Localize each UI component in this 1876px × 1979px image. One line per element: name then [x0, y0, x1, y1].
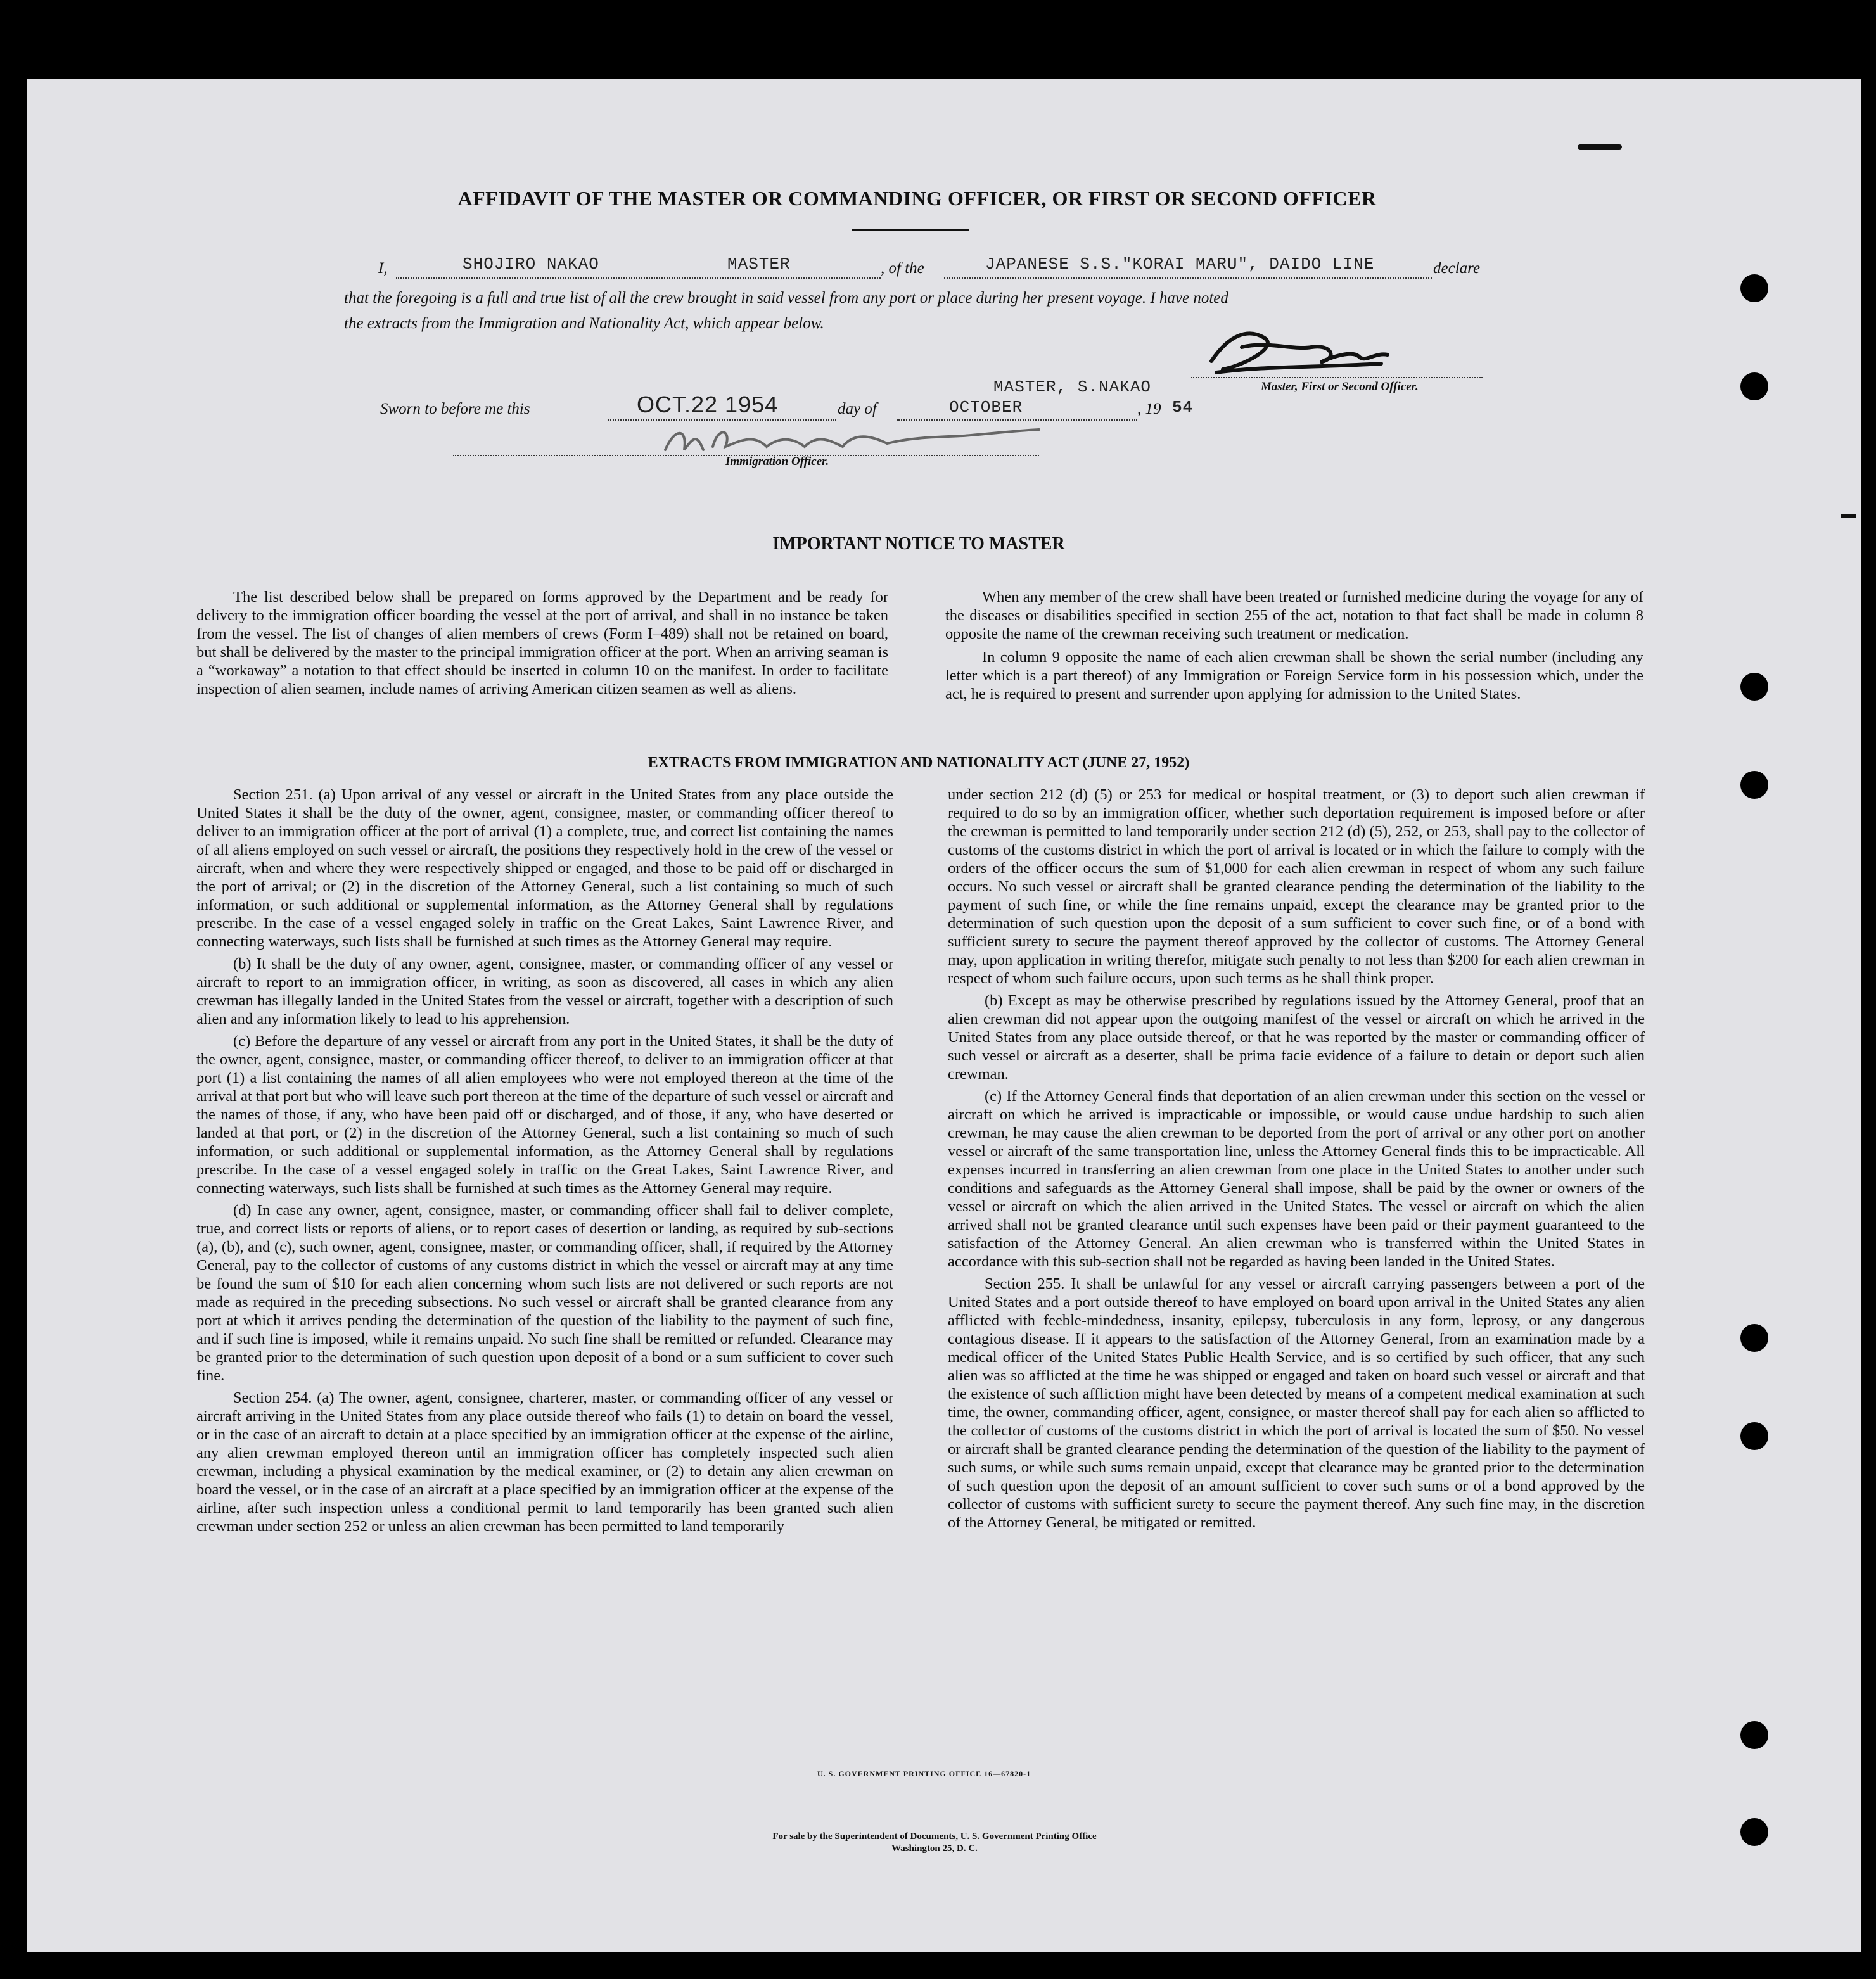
punch-hole: [1740, 1324, 1768, 1352]
notice-heading: IMPORTANT NOTICE TO MASTER: [772, 534, 1065, 554]
sworn-label: Sworn to before me this: [380, 400, 530, 417]
notice-paragraph: In column 9 opposite the name of each alien crewman shall be shown the serial number (including any letter which is a part thereof) of any Immigration or Foreign Service form in his possession which, under the act, he is required to present and surrender upon applying for admission to the United States.: [945, 649, 1643, 703]
extracts-right-column: [948, 786, 1645, 1536]
footer-note: [634, 1831, 1235, 1855]
month-value: OCTOBER: [949, 398, 1023, 417]
affidavit-line-3: the extracts from the Immigration and Nationality Act, which appear below.: [344, 315, 824, 332]
of-the-label: , of the: [881, 260, 924, 277]
act-paragraph: Section 255. It shall be unlawful for any vessel or aircraft carrying passengers between a port of the United States and a port outside thereof to have employed on board upon arrival in the United States any alien afflicted with feeble-mindedness, insanity, epilepsy, tuberculosis in any form, leprosy, or any dangerous contagious disease. If it appears to the satisfaction of the Attorney General, from an examination made by a medical officer of the United States Public Health Service, and is so certified by such officer, that any such alien was so afflicted at the time he was shipped or engaged and taken on board such vessel or aircraft and that the existence of such affliction might have been detected by means of a competent medical examination at such time, the owner, commanding officer, agent, consignee, or master thereof shall pay for each alien so afflicted to the collector of customs of the customs district in which the port of arrival is located the sum of $50. No vessel or aircraft shall be granted clearance pending the determination of the question of the liability to the payment of such sums, or while such sums remain unpaid, except that clearance may be granted prior to the determination of such question upon the deposit of an amount sufficient to cover such sums or of a bond approved by the collector of customs with sufficient surety to secure the payment thereof. Any such fine may, in the discretion of the Attorney General, be mitigated or remitted.: [948, 1275, 1645, 1531]
notice-left-column: [196, 588, 888, 703]
extracts-heading: EXTRACTS FROM IMMIGRATION AND NATIONALITY ACT (JUNE 27, 1952): [648, 754, 1190, 771]
act-paragraph: under section 212 (d) (5) or 253 for medical or hospital treatment, or (3) to deport such alien crewman if required to do so by an immigration officer, whether such deportation requirement is imposed before or after the crewman is permitted to land temporarily under section 212 (d) (5), 252, or 253, shall pay to the collector of customs of the customs district in which the port of arrival is located or in which the failure to comply with the orders of the officer occurs the sum of $1,000 for each alien crewman in respect of whom any such failure occurs. No such vessel or aircraft shall be granted clearance pending the determination of the liability to the payment of such fine, or while the fine remains unpaid, except the clearance may be granted prior to the determination of such question upon the deposit of a sum sufficient to cover such fine, or of a bond with sufficient surety to secure the payment thereof approved by the collector of customs. The Attorney General may, upon application in writing therefor, mitigate such penalty to not less than $200 for each alien crewman in respect of whom such failure occurs, upon such terms as he shall think proper.: [948, 786, 1645, 987]
rank-value: MASTER: [727, 255, 791, 274]
act-paragraph: Section 254. (a) The owner, agent, consignee, charterer, master, or commanding officer of any vessel or aircraft arriving in the United States from any place outside thereof who fails (1) to detain on board the vessel, or in the case of an aircraft to detain at a place specified by an immigration officer at the expense of the airline, any alien crewman employed thereon until an immigration officer has completely inspected such alien crewman, including a physical examination by the medical examiner, or (2) to detain any alien crewman on board the vessel, or in the case of an aircraft at a place specified by an immigration officer at the expense of the airline, after such inspection unless a conditional permit to land temporarily has been granted such alien crewman under section 252 or unless an alien crewman has been permitted to land temporarily: [196, 1389, 893, 1535]
sworn-date-stamp: OCT.22 1954: [637, 391, 779, 417]
signature-label: Master, First or Second Officer.: [1261, 380, 1419, 393]
day-of-label: day of: [838, 400, 877, 417]
declare-label: declare: [1433, 260, 1481, 277]
master-name-value: SHOJIRO NAKAO: [463, 255, 599, 274]
act-paragraph: (b) Except as may be otherwise prescribed by regulations issued by the Attorney General, proof that an alien crewman did not appear upon the outgoing manifest of the vessel or aircraft on which he arrived in the United States from any place outside thereof, or that he was reported by the master or commanding officer of such vessel or aircraft as a deserter, shall be prima facie evidence of a failure to detain or deport such alien crewman.: [948, 992, 1645, 1083]
notice-paragraph: The list described below shall be prepared on forms approved by the Department and be ready for delivery to the immigration officer boarding the vessel at the port of arrival, and shall in no instance be taken from the vessel. The list of changes of alien members of crews (Form I–489) shall not be retained on board, but shall be delivered by the master to the principal immigration officer at the port. When an arriving seaman is a “workaway” a notation to that effect should be inserted in column 10 on the manifest. In order to facilitate inspection of alien seamen, include names of arriving American citizen seamen as well as aliens.: [196, 589, 888, 697]
act-paragraph: (c) Before the departure of any vessel or aircraft from any port in the United States, it shall be the duty of the owner, agent, consignee, master, or commanding officer thereof, to deliver to an immigration officer at that port (1) a list containing the names of all alien employees who were not employed thereon at the time of the arrival at that port but who will leave such port thereon at the time of the departure of such vessel or aircraft and the names of those, if any, who have been paid off or discharged, and of those, if any, who have deserted or landed at that port, or (2) in the discretion of the Attorney General, such a list containing so much of such information, or such additional or supplemental information, as the Attorney General shall by regulations prescribe. In the case of a vessel engaged solely in traffic on the Great Lakes, Saint Lawrence River, and connecting waterways, such lists shall be furnished at such times as the Attorney General may require.: [196, 1033, 893, 1197]
signature-typed: MASTER, S.NAKAO: [993, 378, 1152, 397]
footer-line-2: Washington 25, D. C.: [891, 1843, 978, 1854]
i-label: I,: [378, 260, 388, 277]
punch-hole: [1740, 1422, 1768, 1450]
signature-line: [1191, 358, 1483, 378]
act-paragraph: Section 251. (a) Upon arrival of any vessel or aircraft in the United States from any place outside the United States it shall be the duty of the owner, agent, consignee, master, or commanding officer thereof to deliver to an immigration officer at the port of arrival (1) a complete, true, and correct list containing the names of all aliens employed on such vessel or aircraft, the positions they respectively hold in the crew of the vessel or aircraft, when and where they were respectively shipped or engaged, and those to be paid off or discharged in the port of arrival; or (2) in the discretion of the Attorney General, such a list containing so much of such information, or such additional or supplemental information, as the Attorney General shall by regulations prescribe. In the case of a vessel engaged solely in traffic on the Great Lakes, Saint Lawrence River, and connecting waterways, such lists shall be furnished at such times as the Attorney General may require.: [196, 786, 893, 950]
act-paragraph: (c) If the Attorney General finds that deportation of an alien crewman under this section on the vessel or aircraft on which he arrived is impracticable or impossible, or would cause undue hardship to such alien crewman, he may cause the alien crewman to be deported from the port of arrival or any other port on another vessel or aircraft of the same transportation line, unless the Attorney General finds this to be impracticable. All expenses incurred in transferring an alien crewman from one place in the United States to another under such conditions and safeguards as the Attorney General shall impose, shall be paid by the owner or owners of the vessel or aircraft on which the alien arrived in the United States. The vessel or aircraft on which the alien arrived shall not be granted clearance until such expenses have been paid or their payment guaranteed to the satisfaction of the Attorney General. An alien crewman who is transferred within the United States in accordance with this sub-section shall not be regarded as having been landed in the United States.: [948, 1088, 1645, 1270]
punch-hole: [1740, 1818, 1768, 1846]
extracts-left-column: [196, 786, 893, 1539]
punch-hole: [1740, 673, 1768, 701]
notice-paragraph: When any member of the crew shall have been treated or furnished medicine during the voyage for any of the diseases or disabilities specified in section 255 of the act, notation to that fact shall be made in column 8 opposite the name of the crewman receiving such treatment or medication.: [945, 589, 1643, 642]
year-prefix: , 19: [1137, 400, 1161, 417]
affidavit-line-2: that the foregoing is a full and true list of all the crew brought in said vessel from any port or place during her present voyage. I have noted: [344, 290, 1228, 307]
punch-hole: [1740, 274, 1768, 302]
notice-right-column: [945, 588, 1643, 708]
punch-hole: [1740, 372, 1768, 400]
footer-line-1: For sale by the Superintendent of Documents, U. S. Government Printing Office: [772, 1831, 1097, 1842]
punch-hole: [1740, 771, 1768, 799]
form-title: AFFIDAVIT OF THE MASTER OR COMMANDING OFFICER, OR FIRST OR SECOND OFFICER: [457, 187, 1377, 210]
act-paragraph: (d) In case any owner, agent, consignee, master, or commanding officer shall fail to deliver complete, true, and correct lists or reports of aliens, or to report cases of desertion or landing, as required by sub-sections (a), (b), and (c), such owner, agent, consignee, master, or commanding officer, shall, if required by the Attorney General, pay to the collector of customs of any customs district in which the vessel or aircraft may at any time be found the sum of $10 for each alien concerning whom such lists are not delivered or such reports are not made as required in the preceding subsections. No such vessel or aircraft shall be granted clearance from any port at which it arrives pending the determination of the question of the liability to the payment of such fine, and if such fine is imposed, while it remains unpaid. No such fine shall be remitted or refunded. Clearance may be granted prior to the determination of such question upon deposit of a bond or a sum sufficient to cover such fine.: [196, 1202, 893, 1384]
act-paragraph: (b) It shall be the duty of any owner, agent, consignee, master, or commanding officer of any vessel or aircraft to report to an immigration officer, in writing, as soon as discovered, all cases in which any alien crewman has illegally landed in the United States from the vessel or aircraft, together with a description of such alien and any information likely to lead to his apprehension.: [196, 955, 893, 1028]
officer-signature: [659, 418, 1052, 462]
ink-smudge: [1841, 514, 1856, 518]
gpo-imprint: U. S. GOVERNMENT PRINTING OFFICE 16—67820-1: [817, 1769, 1031, 1778]
vessel-value: JAPANESE S.S."KORAI MARU", DAIDO LINE: [985, 255, 1375, 274]
ink-smudge: [1578, 144, 1622, 150]
punch-hole: [1740, 1721, 1768, 1749]
officer-label: Immigration Officer.: [725, 455, 829, 468]
title-rule: [852, 229, 969, 231]
year-value: 54: [1172, 398, 1194, 417]
